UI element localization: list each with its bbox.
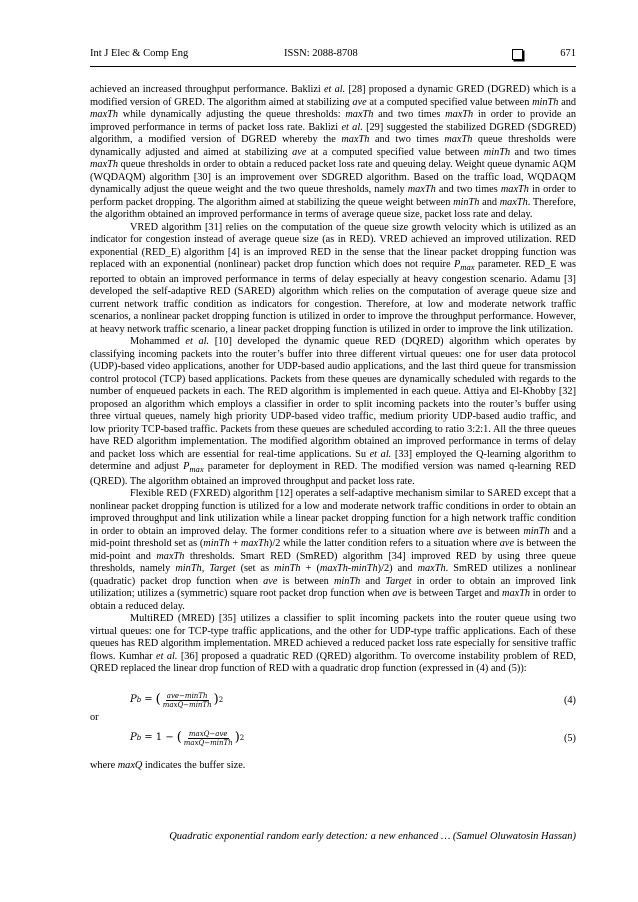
equation-4-lhs: P — [130, 693, 137, 705]
equation-5-number: (5) — [563, 733, 576, 745]
running-footer: Quadratic exponential random early detection: a new enhanced … (Samuel Oluwatosin Hassan) — [169, 831, 576, 842]
closing-sentence: where maxQ indicates the buffer size. — [90, 760, 246, 772]
paragraph-2: VRED algorithm [31] relies on the computation of the queue size growth velocity which is utilized as an indicator for congestion instead of average queue size (as in RED). VRED achieved an improved utilization. RED exponential (RED_E) algorithm [4] is an improved RED in the sense that the linear packet dropping function was replaced with an exponential (nonlinear) packet drop function which does not require $P_{max}$ parameter. RED_E was reported to obtain an improved performance in terms of delay especially at heavy congestion scenario. Adamu [3] developed the self-adaptive RED (SARED) algorithm which relies on the computation of average queue size and current network traffic condition as indicators for congestion. Therefore, at low and moderate network traffic scenarios, a nonlinear packet dropping function is utilized in order to improve the throughput performance. However, at heavy network traffic scenario, a linear packet dropping function is utilized in order to improve the link utilization. — [90, 221, 576, 335]
equation-4-power: 2 — [218, 695, 224, 704]
equation-5-fraction — [183, 730, 234, 747]
running-header — [90, 48, 576, 64]
equation-4-formula: P b = ( $\frac{\text{ave−minTh}}{\text{maxQ−minTh}}$ ) 2 — [130, 691, 224, 709]
equation-5-equals: = 1 − — [144, 732, 174, 744]
equation-4-equals: = — [144, 693, 153, 705]
equation-5-lhs: P — [130, 732, 137, 744]
equation-4-denominator: maxQ−minTh — [162, 700, 212, 709]
equation-connector: or — [90, 711, 99, 723]
equation-4-lhs-sub: b — [136, 695, 142, 704]
equation-4 — [90, 686, 576, 712]
page-number: 671 — [560, 48, 576, 59]
equation-4-numerator: ave−minTh — [166, 691, 208, 700]
paragraph-4: Flexible RED (FXRED) algorithm [12] operates a self-adaptive mechanism similar to SARED except that a nonlinear packet dropping function is utilized for a low and moderate network traffic conditions in order to obtain an improved throughput and link utilization while a linear packet dropping function for a high network traffic condition in order to obtain an improved delay. The former conditions refer to a situation where ave is between minTh and a mid-point threshold set as (minTh + maxTh)/2 while the latter condition refers to a situation where ave is between the mid-point and maxTh thresholds. Smart RED (SmRED) algorithm [34] improved RED by using three queue thresholds, namely minTh, Target (set as minTh + (maxTh-minTh)/2) and maxTh. SmRED utilizes a nonlinear (quadratic) packet drop function when ave is between minTh and Target in order to obtain an improved link utilization; utilizes a (symmetric) square root packet drop function when ave is between Target and maxTh in order to obtain a reduced delay. — [90, 488, 577, 612]
equation-4-fraction — [162, 692, 213, 709]
equation-5-denominator: maxQ−minTh — [183, 739, 233, 748]
equation-5 — [90, 724, 576, 750]
equation-5-power: 2 — [239, 734, 245, 743]
paragraph-1: achieved an increased throughput performance. Baklizi et al. [28] proposed a dynamic GRED (DGRED) which is a modified version of GRED. The algorithm aimed at stabilizing ave at a computed specified value between minTh and maxTh while dynamically adjusting the queue thresholds: maxTh and two times maxTh in order to provide an improved performance in terms of packet loss rate. Baklizi et al. [29] suggested the stabilized DGRED (SDGRED) algorithm, a modified version of DGRED whereby the maxTh and two times maxTh queue thresholds were dynamically adjusted and aimed at stabilizing ave at a computed specified value between minTh and two times maxTh queue thresholds in order to obtain a reduced packet loss rate and queuing delay. Weight queue dynamic AQM (WQDAQM) algorithm [30] is an improvement over SDGRED algorithm. Based on the traffic load, WQDAQM dynamically adjust the queue weight and the two queue thresholds, namely maxTh and two times maxTh in order to perform packet dropping. The algorithm aimed at stabilizing the queue weight between minTh and maxTh. Therefore, the algorithm obtained an improved performance in terms of average queue size, packet loss rate and delay. — [90, 84, 577, 220]
issn: ISSN: 2088-8708 — [284, 48, 358, 59]
journal-name: Int J Elec & Comp Eng — [90, 48, 189, 59]
header-rule — [90, 66, 576, 67]
equation-4-number: (4) — [563, 694, 576, 706]
equation-5-lhs-sub: b — [136, 734, 142, 743]
body-text — [90, 84, 576, 773]
equation-5-numerator: maxQ−ave — [188, 730, 228, 739]
square-bullet-icon — [512, 49, 523, 60]
paragraph-5: MultiRED (MRED) [35] utilizes a classifier to split incoming packets into the router queue using two virtual queues: one for TCP-type traffic applications, and the other for UDP-type traffic applications. Each of these queues has RED algorithm implementation. MRED achieved a reduced packet loss rate especially for sensitive traffic flows. Kumhar et al. [36] proposed a quadratic RED (QRED) algorithm. To overcome instability problem of RED, QRED replaced the linear drop function of RED with a quadratic drop function (expressed in (4) and (5)): — [90, 613, 576, 675]
equation-5-formula: P b = 1 − ( $\frac{\text{maxQ−ave}}{\text{maxQ−minTh}}$ ) 2 — [130, 730, 245, 748]
paragraph-3: Mohammed et al. [10] developed the dynamic queue RED (DQRED) algorithm which operates by classifying incoming packets into the router’s buffer into three different virtual queues: one for user data protocol (UDP)-based video applications, another for UDP-based audio applications, and the last third queue for transmission control protocol (TCP) based applications. Packets from these queues are dynamically scheduled with regards to the number of enqueued packets in each. The RED algorithm is implemented in each queue. Attiya and El-Khobby [32] proposed an algorithm which employs a classifier in order to split incoming packets into the router’s buffer using three virtual queues, namely high priority UDP-based video traffic, medium priority UDP-based audio traffic, and low priority TCP-based traffic. Packets from these queues are scheduled according to ratio 3:2:1. All the three queues have RED algorithm implementation. The modified algorithm obtained an improved performance in terms of delay and packet loss which are essential for real-time applications. Su et al. [33] employed the Q-learning algorithm to determine and adjust $P_{max}$ parameter for deployment in RED. The modified version was named q-learning RED (QRED). The algorithm obtained an improved throughput and packet loss rate. — [90, 336, 577, 487]
